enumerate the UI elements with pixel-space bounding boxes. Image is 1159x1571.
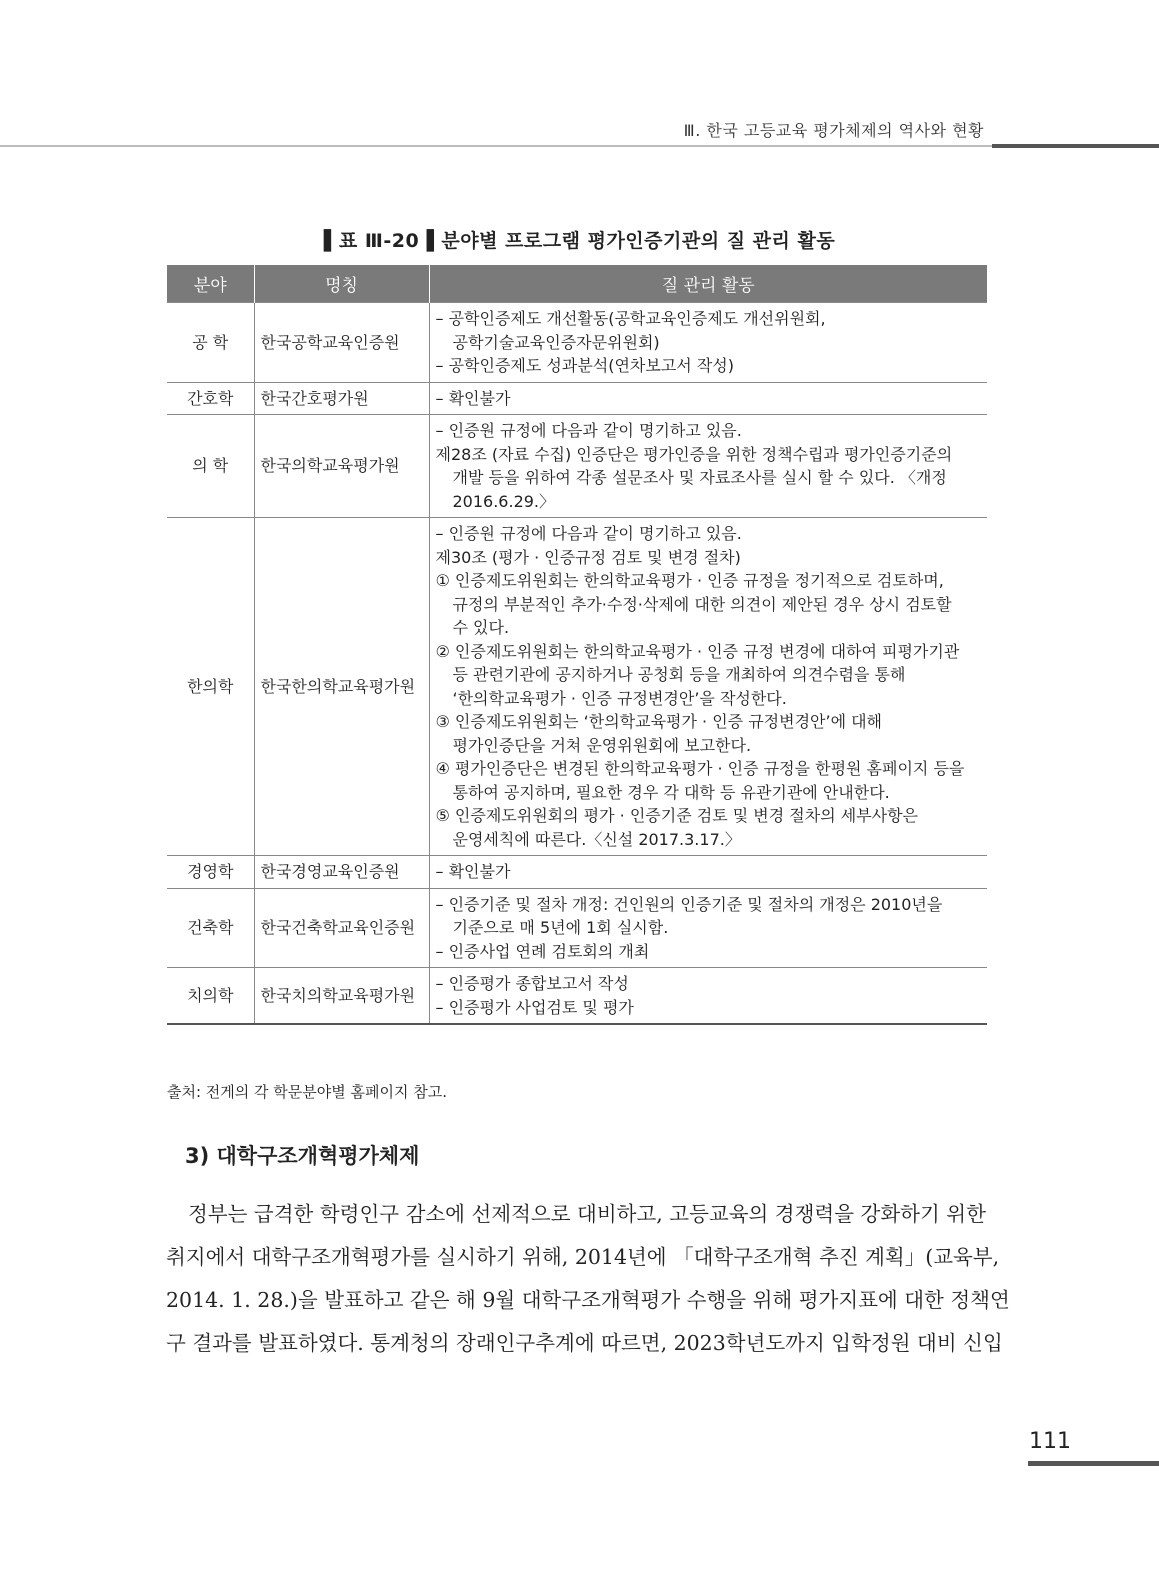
activity-line: 평가인증단을 거쳐 운영위원회에 보고한다. [452,735,752,755]
quality-activity-table [167,265,987,1025]
activity-line: ① 인증제도위원회는 한의학교육평가 · 인증 규정을 정기적으로 검토하며, [435,571,944,590]
table-row [167,888,987,968]
activity-cell [429,856,987,889]
activity-line: – 공학인증제도 개선활동(공학교육인증제도 개선위원회, [435,309,826,328]
column-header-activity: 질 관리 활동 [429,265,987,303]
org-name-cell: 한국건축학교육인증원 [254,888,429,968]
footer-rule [1028,1461,1159,1466]
activity-line: 공학기술교육인증자문위원회) [452,332,660,352]
field-cell: 건축학 [167,888,254,968]
running-header: Ⅲ. 한국 고등교육 평가체제의 역사와 현황 [683,121,984,140]
activity-line: 통하여 공지하며, 필요한 경우 각 대학 등 유관기관에 안내한다. [452,782,890,802]
field-cell: 의 학 [167,415,254,518]
activity-line: 수 있다. [452,618,510,637]
body-line: 정부는 급격한 학령인구 감소에 선제적으로 대비하고, 고등교육의 경쟁력을 강화하기 위한 [188,1202,986,1226]
activity-cell [429,968,987,1025]
activity-line: – 확인불가 [435,862,511,881]
page-number: 111 [1029,1429,1071,1454]
activity-cell [429,415,987,518]
org-name-cell: 한국한의학교육평가원 [254,518,429,856]
activity-line: 규정의 부분적인 추가·수정·삭제에 대한 의견이 제안된 경우 상시 검토할 [452,594,952,614]
header-rule [0,145,992,147]
section-heading: 3) 대학구조개혁평가체제 [185,1144,420,1168]
source-note: 출처: 전게의 각 학문분야별 홈페이지 참고. [167,1083,447,1101]
table-row [167,856,987,889]
field-cell: 공 학 [167,303,254,383]
activity-cell [429,303,987,383]
table-row [167,382,987,415]
header-rule-accent [992,144,1159,148]
org-name-cell: 한국의학교육평가원 [254,415,429,518]
activity-line: – 인증원 규정에 다음과 같이 명기하고 있음. [435,421,742,440]
activity-line: – 인증평가 종합보고서 작성 [435,974,629,993]
body-line: 구 결과를 발표하였다. 통계청의 장래인구추계에 따르면, 2023학년도까지 입학정원 대비 신입 [166,1331,1003,1355]
field-cell: 경영학 [167,856,254,889]
activity-line: 개발 등을 위하여 각종 설문조사 및 자료조사를 실시 할 수 있다. 〈개정 [452,468,947,487]
activity-line: – 인증원 규정에 다음과 같이 명기하고 있음. [435,524,742,543]
field-cell: 간호학 [167,382,254,415]
activity-line: 기준으로 매 5년에 1회 실시함. [452,918,669,937]
table-row [167,968,987,1025]
activity-cell [429,888,987,968]
body-paragraph [166,1193,1010,1365]
activity-cell [429,382,987,415]
activity-line: – 인증기준 및 절차 개정: 건인원의 인증기준 및 절차의 개정은 2010년을 [435,894,943,914]
org-name-cell: 한국공학교육인증원 [254,303,429,383]
org-name-cell: 한국치의학교육평가원 [254,968,429,1025]
body-line: 취지에서 대학구조개혁평가를 실시하기 위해, 2014년에 「대학구조개혁 추진 계획」(교육부, [166,1245,1000,1269]
activity-line: 등 관련기관에 공지하거나 공청회 등을 개최하여 의견수렴을 통해 [452,665,906,684]
activity-line: ‘한의학교육평가 · 인증 규정변경안’을 작성한다. [452,688,787,708]
org-name-cell: 한국경영교육인증원 [254,856,429,889]
column-header-name: 명칭 [254,265,429,303]
activity-line: 제28조 (자료 수집) 인증단은 평가인증을 위한 정책수립과 평가인증기준의 [435,444,953,464]
column-header-field: 분야 [167,265,254,303]
activity-line: 2016.6.29.〉 [452,491,556,511]
activity-line: ④ 평가인증단은 변경된 한의학교육평가 · 인증 규정을 한평원 홈페이지 등을 [435,759,965,778]
activity-line: ③ 인증제도위원회는 ‘한의학교육평가 · 인증 규정변경안’에 대해 [435,712,883,731]
table-row [167,303,987,383]
activity-line: 제30조 (평가 · 인증규정 검토 및 변경 절차) [435,547,741,567]
table-header-row [167,265,987,303]
activity-line: – 확인불가 [435,388,511,408]
activity-line: – 인증사업 연례 검토회의 개최 [435,941,650,961]
activity-line: ② 인증제도위원회는 한의학교육평가 · 인증 규정 변경에 대하여 피평가기관 [435,641,960,661]
activity-line: – 인증평가 사업검토 및 평가 [435,997,634,1017]
activity-cell [429,518,987,856]
field-cell: 한의학 [167,518,254,856]
activity-line: 운영세칙에 따른다.〈신설 2017.3.17.〉 [452,829,741,849]
activity-line: ⑤ 인증제도위원회의 평가 · 인증기준 검토 및 변경 절차의 세부사항은 [435,806,919,825]
activity-line: – 공학인증제도 성과분석(연차보고서 작성) [435,356,734,375]
table-row [167,518,987,856]
table-body [167,303,987,1025]
body-line: 2014. 1. 28.)을 발표하고 같은 해 9월 대학구조개혁평가 수행을 위해 평가지표에 대한 정책연 [166,1288,1010,1312]
table-row [167,415,987,518]
field-cell: 치의학 [167,968,254,1025]
org-name-cell: 한국간호평가원 [254,382,429,415]
table-caption: ▌표 Ⅲ-20▐ 분야별 프로그램 평가인증기관의 질 관리 활동 [323,230,836,252]
